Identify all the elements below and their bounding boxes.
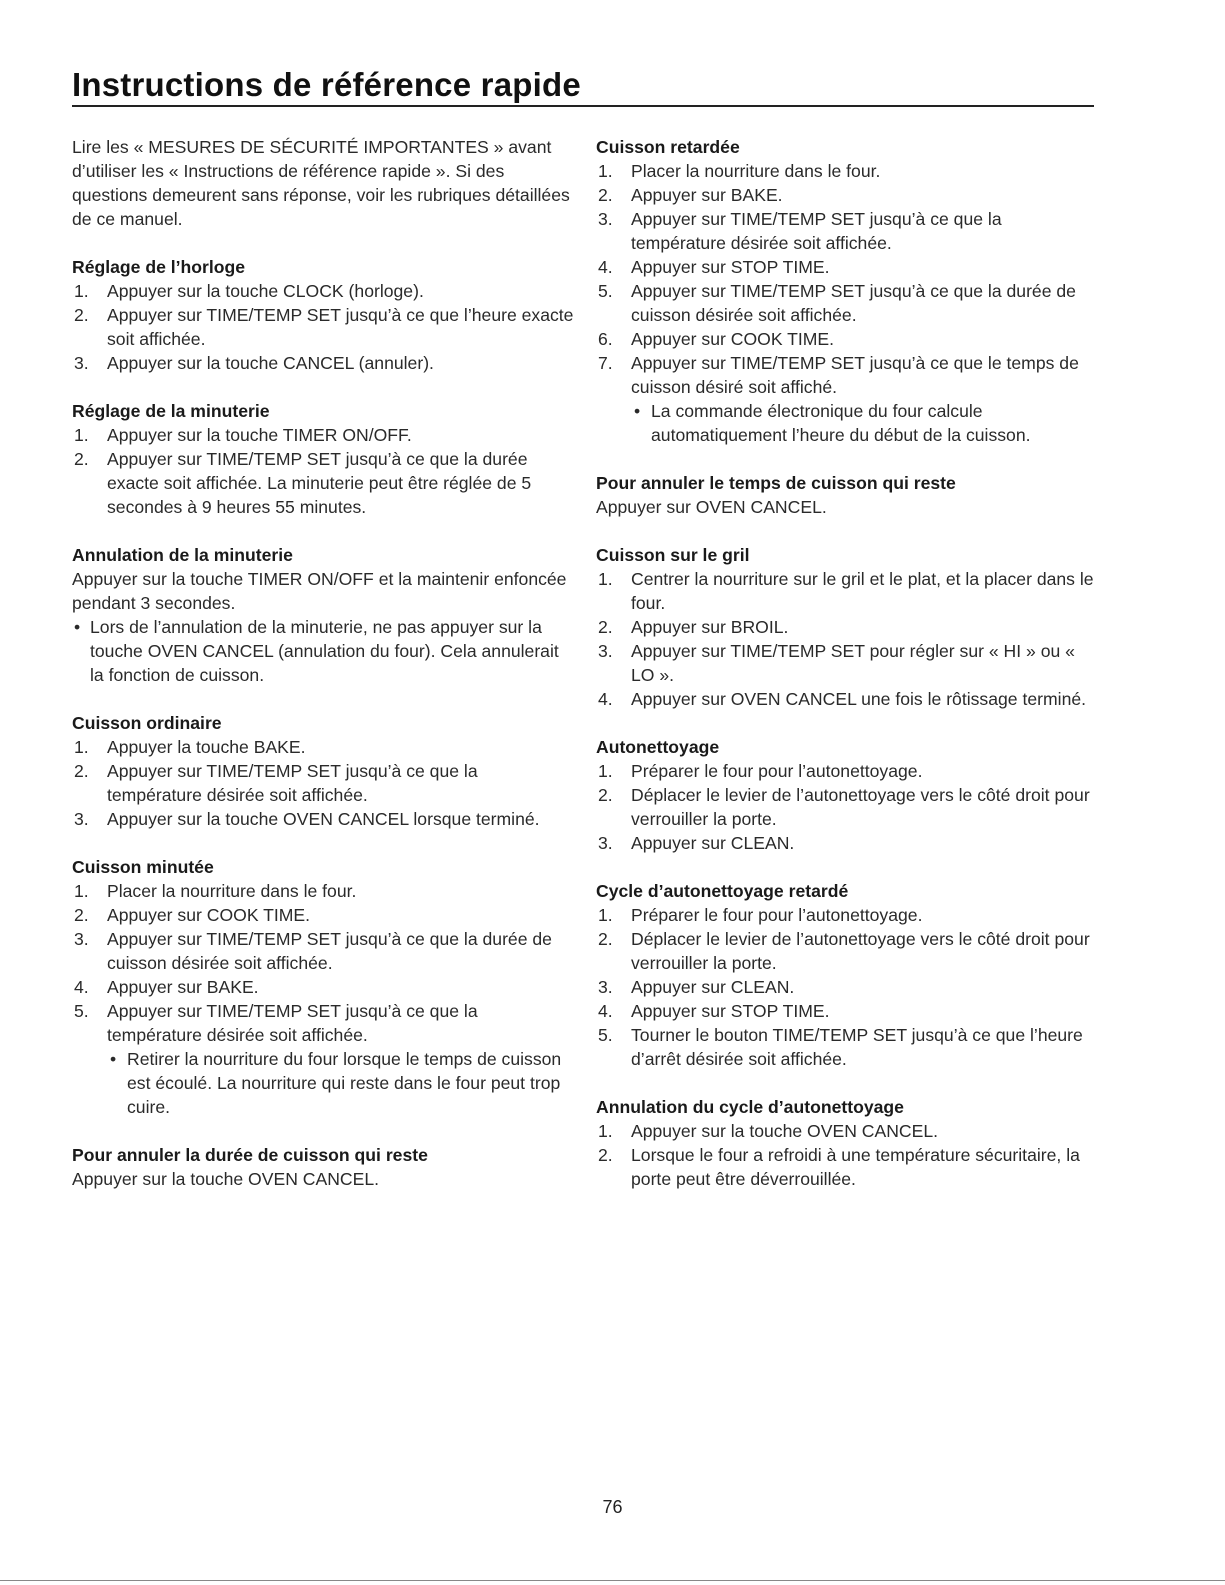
step-text: Appuyer sur la touche CLOCK (horloge). xyxy=(107,281,424,301)
step-number: 2. xyxy=(74,761,89,781)
step-number: 1. xyxy=(598,761,613,781)
step-number: 2. xyxy=(598,1145,613,1165)
step-text: Appuyer sur TIME/TEMP SET jusqu’à ce que la durée exacte soit affichée. La minuterie peut être réglée de 5 secondes à 9 heures 55 minutes. xyxy=(107,449,532,517)
step-number: 7. xyxy=(598,353,613,373)
section-heading: Annulation de la minuterie xyxy=(72,545,293,565)
step-item xyxy=(72,279,577,303)
section xyxy=(596,1095,1101,1191)
step-list xyxy=(596,903,1101,1071)
step-text: Appuyer sur STOP TIME. xyxy=(631,1001,830,1021)
step-text: Appuyer sur TIME/TEMP SET jusqu’à ce que la durée de cuisson désirée soit affichée. xyxy=(631,281,1076,325)
sub-bullet-list xyxy=(107,1047,577,1119)
section xyxy=(72,255,577,375)
sub-bullet-list xyxy=(631,399,1101,447)
step-list xyxy=(596,159,1101,447)
step-number: 1. xyxy=(598,569,613,589)
step-number: 1. xyxy=(74,737,89,757)
bullet-item xyxy=(72,615,577,687)
step-item xyxy=(596,255,1101,279)
step-item xyxy=(596,783,1101,831)
step-text: Lorsque le four a refroidi à une température sécuritaire, la porte peut être déverrouillée. xyxy=(631,1145,1080,1189)
step-list xyxy=(72,423,577,519)
step-list xyxy=(72,879,577,1119)
step-text: Appuyer sur COOK TIME. xyxy=(631,329,835,349)
step-item xyxy=(596,903,1101,927)
step-item xyxy=(596,1023,1101,1071)
step-number: 2. xyxy=(74,305,89,325)
right-sections xyxy=(596,135,1101,1191)
section xyxy=(72,1143,577,1191)
step-text: Appuyer sur la touche OVEN CANCEL lorsque terminé. xyxy=(107,809,540,829)
step-number: 4. xyxy=(598,689,613,709)
step-text: Déplacer le levier de l’autonettoyage vers le côté droit pour verrouiller la porte. xyxy=(631,785,1090,829)
step-item xyxy=(596,759,1101,783)
step-item xyxy=(596,159,1101,183)
step-number: 1. xyxy=(74,425,89,445)
step-text: Préparer le four pour l’autonettoyage. xyxy=(631,905,923,925)
step-item xyxy=(596,351,1101,447)
step-item xyxy=(596,327,1101,351)
step-text: Appuyer sur TIME/TEMP SET jusqu’à ce que l’heure exacte soit affichée. xyxy=(107,305,574,349)
step-item xyxy=(72,999,577,1119)
step-item xyxy=(596,687,1101,711)
step-text: Déplacer le levier de l’autonettoyage vers le côté droit pour verrouiller la porte. xyxy=(631,929,1090,973)
step-item xyxy=(72,423,577,447)
step-text: Placer la nourriture dans le four. xyxy=(631,161,881,181)
page-title: Instructions de référence rapide xyxy=(72,66,581,103)
step-item xyxy=(596,927,1101,975)
section xyxy=(596,543,1101,711)
step-text: Appuyer sur TIME/TEMP SET pour régler sur « HI » ou « LO ». xyxy=(631,641,1075,685)
step-text: Appuyer sur STOP TIME. xyxy=(631,257,830,277)
step-text: Appuyer sur TIME/TEMP SET jusqu’à ce que la température désirée soit affichée. xyxy=(107,761,478,805)
step-number: 3. xyxy=(74,353,89,373)
section xyxy=(596,735,1101,855)
right-column xyxy=(596,135,1101,1191)
step-number: 4. xyxy=(598,257,613,277)
step-item xyxy=(596,639,1101,687)
step-list xyxy=(596,759,1101,855)
step-number: 1. xyxy=(598,905,613,925)
sub-bullet-item xyxy=(107,1047,577,1119)
section xyxy=(596,471,1101,519)
step-item xyxy=(596,207,1101,255)
step-text: Placer la nourriture dans le four. xyxy=(107,881,357,901)
section xyxy=(596,135,1101,447)
step-number: 2. xyxy=(598,617,613,637)
step-text: Appuyer sur COOK TIME. xyxy=(107,905,311,925)
step-item xyxy=(72,759,577,807)
step-number: 2. xyxy=(598,785,613,805)
step-number: 3. xyxy=(74,809,89,829)
step-item xyxy=(72,303,577,351)
step-list xyxy=(72,735,577,831)
step-text: Appuyer sur CLEAN. xyxy=(631,833,795,853)
step-item xyxy=(72,735,577,759)
step-item xyxy=(72,903,577,927)
section xyxy=(72,855,577,1119)
step-number: 5. xyxy=(74,1001,89,1021)
title-underline xyxy=(72,105,1094,107)
step-text: Appuyer sur la touche CANCEL (annuler). xyxy=(107,353,434,373)
step-item xyxy=(596,831,1101,855)
step-number: 5. xyxy=(598,1025,613,1045)
step-item xyxy=(596,279,1101,327)
step-text: Appuyer sur la touche OVEN CANCEL. xyxy=(631,1121,939,1141)
left-sections xyxy=(72,255,577,1191)
step-item xyxy=(596,1119,1101,1143)
step-number: 2. xyxy=(598,185,613,205)
step-number: 1. xyxy=(598,161,613,181)
left-column xyxy=(72,135,577,1191)
step-number: 3. xyxy=(598,977,613,997)
step-text: Appuyer sur BROIL. xyxy=(631,617,789,637)
step-text: Préparer le four pour l’autonettoyage. xyxy=(631,761,923,781)
section-heading: Cycle d’autonettoyage retardé xyxy=(596,881,849,901)
step-text: Appuyer la touche BAKE. xyxy=(107,737,306,757)
section-heading: Cuisson retardée xyxy=(596,137,740,157)
step-text: Appuyer sur OVEN CANCEL une fois le rôtissage terminé. xyxy=(631,689,1087,709)
bullet-text: Lors de l’annulation de la minuterie, ne pas appuyer sur la touche OVEN CANCEL (annulation du four). Cela annulerait la fonction de cuisson. xyxy=(90,617,559,685)
step-item xyxy=(596,975,1101,999)
step-text: Tourner le bouton TIME/TEMP SET jusqu’à ce que l’heure d’arrêt désirée soit affichée. xyxy=(631,1025,1083,1069)
step-item xyxy=(596,183,1101,207)
section-heading: Réglage de la minuterie xyxy=(72,401,270,421)
step-item xyxy=(596,1143,1101,1191)
step-text: Appuyer sur TIME/TEMP SET jusqu’à ce que la durée de cuisson désirée soit affichée. xyxy=(107,929,552,973)
bottom-rule xyxy=(0,1580,1225,1581)
section xyxy=(596,879,1101,1071)
step-number: 3. xyxy=(598,641,613,661)
step-number: 1. xyxy=(74,881,89,901)
section-heading: Cuisson ordinaire xyxy=(72,713,222,733)
section-heading: Pour annuler le temps de cuisson qui reste xyxy=(596,473,956,493)
bullet-list xyxy=(72,615,577,687)
step-number: 4. xyxy=(74,977,89,997)
step-text: Appuyer sur TIME/TEMP SET jusqu’à ce que la température désirée soit affichée. xyxy=(107,1001,478,1045)
step-text: Appuyer sur BAKE. xyxy=(107,977,259,997)
step-list xyxy=(596,1119,1101,1191)
step-item xyxy=(72,447,577,519)
step-item xyxy=(72,975,577,999)
bullet-icon: • xyxy=(74,617,81,637)
step-number: 3. xyxy=(598,209,613,229)
step-text: Appuyer sur TIME/TEMP SET jusqu’à ce que la température désirée soit affichée. xyxy=(631,209,1002,253)
step-list xyxy=(72,279,577,375)
step-item xyxy=(596,999,1101,1023)
step-number: 3. xyxy=(74,929,89,949)
section-paragraph: Appuyer sur OVEN CANCEL. xyxy=(596,497,827,517)
step-item xyxy=(72,351,577,375)
step-text: Appuyer sur BAKE. xyxy=(631,185,783,205)
step-number: 5. xyxy=(598,281,613,301)
section xyxy=(72,543,577,687)
step-item xyxy=(596,567,1101,615)
section-heading: Réglage de l’horloge xyxy=(72,257,246,277)
step-number: 6. xyxy=(598,329,613,349)
section xyxy=(72,399,577,519)
step-number: 1. xyxy=(74,281,89,301)
step-item xyxy=(72,879,577,903)
step-text: Appuyer sur CLEAN. xyxy=(631,977,795,997)
step-list xyxy=(596,567,1101,711)
section xyxy=(72,711,577,831)
section-paragraph: Appuyer sur la touche OVEN CANCEL. xyxy=(72,1169,380,1189)
step-number: 2. xyxy=(74,449,89,469)
section-heading: Annulation du cycle d’autonettoyage xyxy=(596,1097,904,1117)
section-heading: Cuisson minutée xyxy=(72,857,214,877)
step-number: 4. xyxy=(598,1001,613,1021)
section-paragraph: Appuyer sur la touche TIMER ON/OFF et la maintenir enfoncée pendant 3 secondes. xyxy=(72,569,567,613)
step-number: 2. xyxy=(74,905,89,925)
section-heading: Pour annuler la durée de cuisson qui reste xyxy=(72,1145,428,1165)
section-heading: Cuisson sur le gril xyxy=(596,545,750,565)
step-number: 3. xyxy=(598,833,613,853)
step-number: 1. xyxy=(598,1121,613,1141)
step-item xyxy=(596,615,1101,639)
section-heading: Autonettoyage xyxy=(596,737,720,757)
step-text: Appuyer sur la touche TIMER ON/OFF. xyxy=(107,425,412,445)
sub-bullet-item xyxy=(631,399,1101,447)
sub-bullet-text: Retirer la nourriture du four lorsque le temps de cuisson est écoulé. La nourriture qui reste dans le four peut trop cuire. xyxy=(127,1049,562,1117)
step-text: Appuyer sur TIME/TEMP SET jusqu’à ce que le temps de cuisson désiré soit affiché. xyxy=(631,353,1079,397)
bullet-icon: • xyxy=(634,401,641,421)
page-number: 76 xyxy=(602,1497,623,1517)
step-number: 2. xyxy=(598,929,613,949)
bullet-icon: • xyxy=(110,1049,117,1069)
step-item xyxy=(72,807,577,831)
intro-paragraph: Lire les « MESURES DE SÉCURITÉ IMPORTANTES » avant d’utiliser les « Instructions de référence rapide ». Si des questions demeurent sans réponse, voir les rubriques détaillées de ce manuel. xyxy=(72,137,570,229)
step-text: Centrer la nourriture sur le gril et le plat, et la placer dans le four. xyxy=(631,569,1094,613)
step-item xyxy=(72,927,577,975)
sub-bullet-text: La commande électronique du four calcule automatiquement l’heure du début de la cuisson. xyxy=(651,401,1031,445)
